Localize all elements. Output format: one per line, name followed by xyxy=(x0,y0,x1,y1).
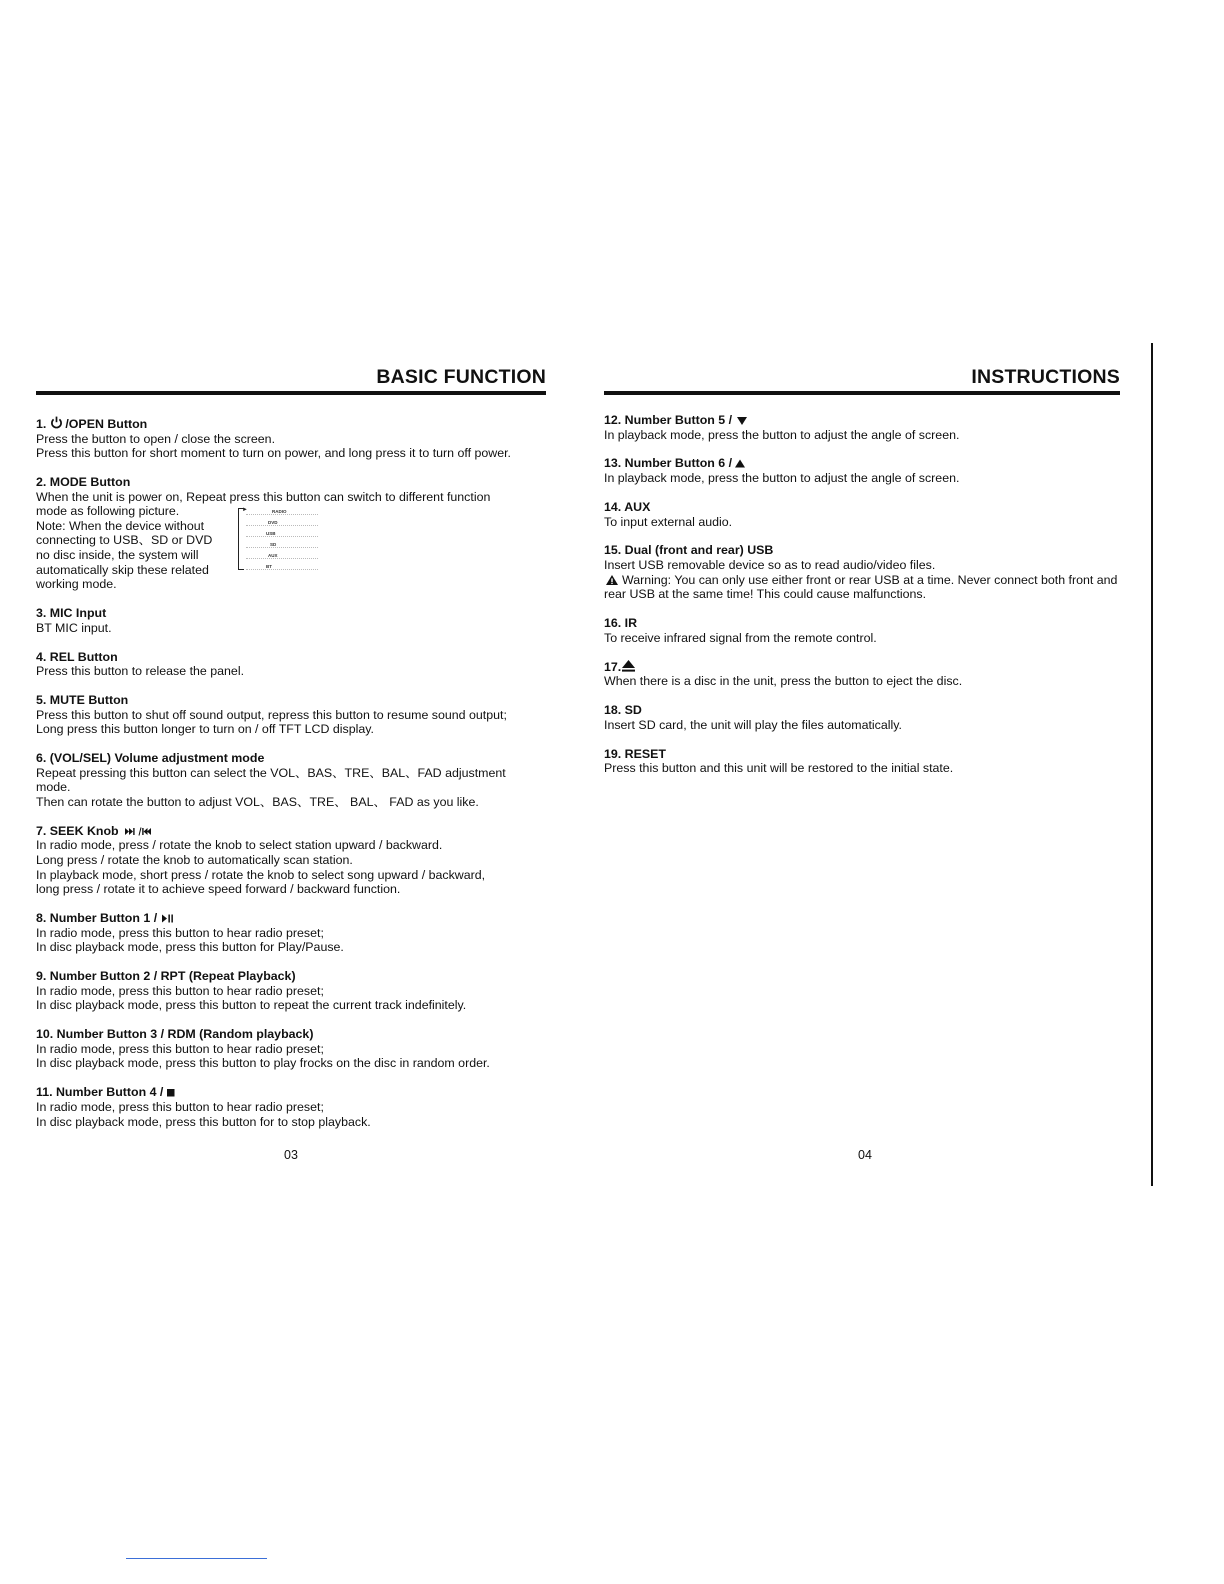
section-title: 9. Number Button 2 / RPT (Repeat Playback) xyxy=(36,969,296,984)
section-title: 7. SEEK Knob xyxy=(36,824,546,839)
section-power-open: 1. /OPEN Button Press the button to open / close the screen. Press this button for short moment to turn on power, and long press it to turn off power. xyxy=(36,416,546,461)
page-number: 03 xyxy=(284,1148,298,1162)
heading-rule xyxy=(36,391,546,395)
page-heading: INSTRUCTIONS xyxy=(971,366,1120,388)
section-title: 8. Number Button 1 / xyxy=(36,911,546,926)
section-mute-button: 5. MUTE Button Press this button to shut off sound output, repress this button to resume sound output; Long press this button longer to turn on / off TFT LCD display. xyxy=(36,693,546,737)
mode-label: SD xyxy=(270,542,277,548)
mode-label: AUX xyxy=(268,553,278,559)
mode-label: DVD xyxy=(268,520,278,526)
eject-icon xyxy=(622,660,635,675)
section-title: 17. xyxy=(604,660,1120,675)
mode-label: BT xyxy=(266,564,272,570)
stop-icon xyxy=(167,1085,175,1100)
page-heading: BASIC FUNCTION xyxy=(376,366,546,388)
section-title: 3. MIC Input xyxy=(36,606,107,621)
section-title: 12. Number Button 5 / xyxy=(604,413,1120,428)
mode-label: RADIO xyxy=(272,509,287,515)
section-title: 14. AUX xyxy=(604,499,651,514)
page-number: 04 xyxy=(858,1148,872,1162)
section-title: 19. RESET xyxy=(604,746,666,761)
section-aux: 14. AUX To input external audio. xyxy=(604,500,1120,529)
warning-text: Warning: You can only use either front or rear USB at a time. Never connect both front and rear USB at the same time! This could cause malfunctions. xyxy=(604,572,1118,602)
section-title: 15. Dual (front and rear) USB xyxy=(604,543,774,558)
scan-artifact-line xyxy=(126,1558,267,1559)
section-rel-button: 4. REL Button Press this button to release the panel. xyxy=(36,650,546,679)
section-title: 2. MODE Button xyxy=(36,475,131,490)
heading-rule xyxy=(604,391,1120,395)
section-title: 10. Number Button 3 / RDM (Random playback) xyxy=(36,1027,314,1042)
section-title: 4. REL Button xyxy=(36,649,118,664)
section-eject: 17. When there is a disc in the unit, press the button to eject the disc. xyxy=(604,660,1120,689)
triangle-up-icon xyxy=(735,456,745,471)
section-volume-mode: 6. (VOL/SEL) Volume adjustment mode Repeat pressing this button can select the VOL、BAS、TRE、BAL、FAD adjustment mode. Then can rotate the button to adjust VOL、BAS、TRE、 BAL、 FAD as you like. xyxy=(36,751,546,809)
section-ir: 16. IR To receive infrared signal from the remote control. xyxy=(604,616,1120,645)
section-sd: 18. SD Insert SD card, the unit will play the files automatically. xyxy=(604,703,1120,732)
power-icon xyxy=(50,416,63,432)
section-seek-knob: 7. SEEK Knob In radio mode, press / rotate the knob to select station upward / backward. Long press / rotate the knob to automatically scan station. In playback mode, short press / rotate the knob to select song upward / backward, long press / rotate it to achieve speed forward / backward function. xyxy=(36,824,546,897)
page-edge-line xyxy=(1151,343,1153,1186)
section-list xyxy=(604,413,1120,790)
mode-label: USB xyxy=(266,531,276,537)
section-title: 18. SD xyxy=(604,703,642,718)
section-list xyxy=(36,416,546,1143)
arrow-right-icon: ► xyxy=(242,507,248,514)
section-number-button-1: 8. Number Button 1 / In radio mode, press this button to hear radio preset; In disc playback mode, press this button for Play/Pause. xyxy=(36,911,546,955)
section-title: 1. /OPEN Button xyxy=(36,416,148,431)
triangle-down-icon xyxy=(737,413,747,428)
mode-cycle-diagram xyxy=(238,505,318,579)
section-number-button-3: 10. Number Button 3 / RDM (Random playback) In radio mode, press this button to hear radio preset; In disc playback mode, press this button to play frocks on the disc in random order. xyxy=(36,1027,546,1071)
section-number-button-2: 9. Number Button 2 / RPT (Repeat Playback) In radio mode, press this button to hear radio preset; In disc playback mode, press this button to repeat the current track indefinitely. xyxy=(36,969,546,1013)
section-title: 16. IR xyxy=(604,616,638,631)
play-pause-icon xyxy=(162,911,174,926)
section-number-button-5: 12. Number Button 5 / In playback mode, press the button to adjust the angle of screen. xyxy=(604,413,1120,442)
section-mic-input: 3. MIC Input BT MIC input. xyxy=(36,606,546,635)
section-title: 6. (VOL/SEL) Volume adjustment mode xyxy=(36,751,265,766)
section-title: 13. Number Button 6 / xyxy=(604,456,1120,471)
section-mode-button: 2. MODE Button When the unit is power on, Repeat press this button can switch to different function mode as following picture. Note: When the device without connecting to USB、SD or DVD no disc inside, the system will automatically skip these related working mode. ► RADIO DVD USB SD AUX BT xyxy=(36,475,546,592)
warning-icon xyxy=(606,573,618,588)
section-reset: 19. RESET Press this button and this unit will be restored to the initial state. xyxy=(604,747,1120,776)
section-title: 11. Number Button 4 / xyxy=(36,1085,546,1100)
section-title: 5. MUTE Button xyxy=(36,693,129,708)
section-number-button-4: 11. Number Button 4 / In radio mode, press this button to hear radio preset; In disc playback mode, press this button for to stop playback. xyxy=(36,1085,546,1129)
section-number-button-6: 13. Number Button 6 / In playback mode, press the button to adjust the angle of screen. xyxy=(604,456,1120,485)
section-dual-usb: 15. Dual (front and rear) USB Insert USB removable device so as to read audio/video files. Warning: You can only use either front or rear USB at a time. Never connect both front and rear USB at the same time! This could cause malfunctions. xyxy=(604,543,1120,601)
next-prev-icon xyxy=(125,824,151,839)
